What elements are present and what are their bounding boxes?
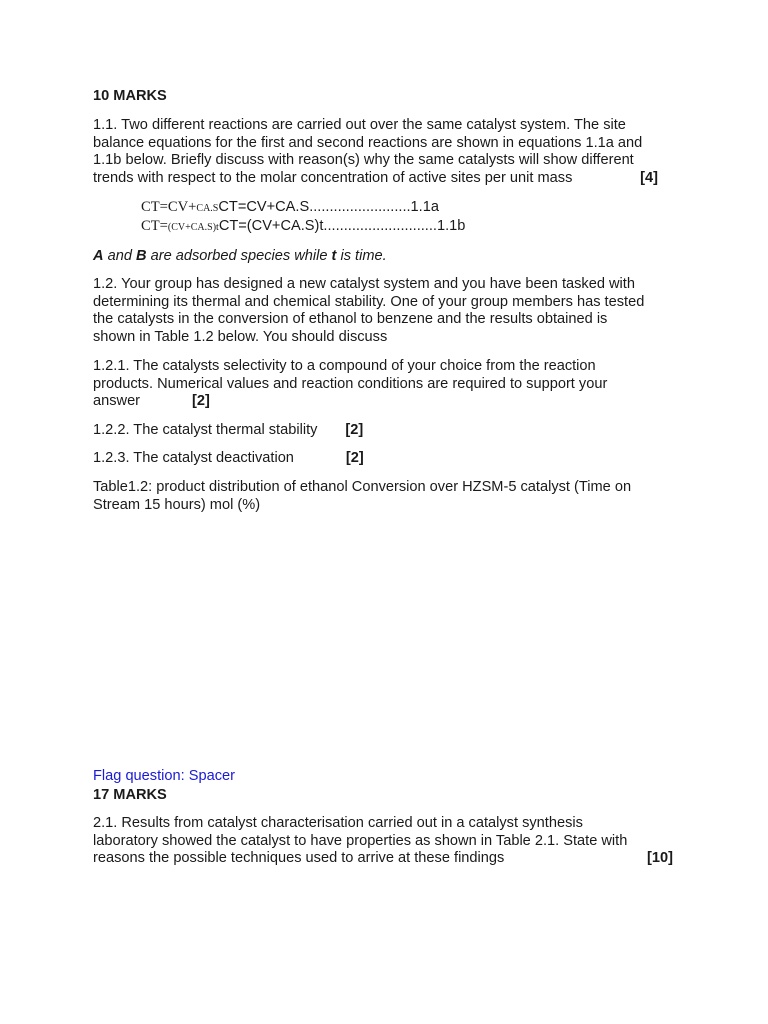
question-1-1-line: 1.1b below. Briefly discuss with reason(s) why the same catalysts will show different (93, 152, 634, 168)
question-1-1-last-row (93, 170, 658, 188)
section-2-marks-heading: 17 MARKS (93, 787, 167, 803)
equation-1-1a (141, 199, 439, 218)
equation-text: CT=(CV+CA.S)t............................1.1b (218, 218, 466, 234)
question-1-2-2-text: 1.2.2. The catalyst thermal stability (93, 422, 318, 438)
equation-cas: CA.S (196, 203, 219, 214)
question-1-2-1-line: products. Numerical values and reaction conditions are required to support your (93, 375, 608, 392)
question-1-2-2-mark: [2] (345, 422, 364, 438)
note-b: B (136, 248, 147, 264)
question-1-2-2 (93, 422, 363, 440)
adsorbed-species-note (93, 248, 387, 266)
question-1-2-1-line: 1.2.1. The catalysts selectivity to a compound of your choice from the reaction (93, 358, 596, 374)
question-1-2-line: the catalysts in the conversion of ethanol to benzene and the results obtained is (93, 311, 608, 327)
question-2-1-line: 2.1. Results from catalyst characterisation carried out in a catalyst synthesis (93, 815, 583, 831)
question-1-2-3 (93, 450, 364, 468)
table-1-2-caption (93, 479, 678, 514)
question-1-2 (93, 276, 678, 346)
question-1-1 (93, 117, 678, 187)
equation-1-1b (141, 218, 465, 237)
question-1-2-1-mark: [2] (192, 393, 210, 409)
equation-ct: CT= (141, 199, 168, 215)
equation-paren: (CV+CA.S)t (167, 222, 219, 233)
question-1-2-3-text: 1.2.3. The catalyst deactivation (93, 450, 294, 466)
question-1-2-1-last-row (93, 393, 678, 411)
section-1-marks-heading: 10 MARKS (93, 88, 167, 104)
question-2-1-last-row (93, 850, 673, 868)
question-1-1-line: 1.1. Two different reactions are carried out over the same catalyst system. The site (93, 117, 626, 133)
note-t: t (331, 248, 337, 264)
question-1-1-mark: [4] (640, 169, 658, 186)
question-2-1-line: laboratory showed the catalyst to have properties as shown in Table 2.1. State with (93, 832, 628, 849)
question-1-2-line: shown in Table 1.2 below. You should discuss (93, 328, 388, 345)
question-1-1-line: trends with respect to the molar concentration of active sites per unit mass (93, 169, 573, 186)
question-1-2-1-line: answer (93, 393, 141, 409)
table-caption-line: Table1.2: product distribution of ethanol Conversion over HZSM-5 catalyst (Time on (93, 479, 632, 495)
question-2-1-line: reasons the possible techniques used to arrive at these findings (93, 850, 505, 866)
equation-text: CT=CV+CA.S.........................1.1a (218, 199, 439, 215)
question-1-2-line: determining its thermal and chemical stability. One of your group members has tested (93, 293, 645, 310)
question-2-1 (93, 815, 678, 868)
equation-cv: CV+ (167, 199, 197, 215)
equation-ct: CT= (141, 218, 168, 234)
flag-question-link[interactable]: Flag question: Spacer (93, 768, 235, 784)
note-a: A (93, 248, 104, 264)
note-mid: are adsorbed species while (146, 248, 332, 264)
note-and: and (103, 248, 137, 264)
note-end: is time. (336, 248, 387, 264)
table-caption-line: Stream 15 hours) mol (%) (93, 496, 261, 513)
question-2-1-mark: [10] (647, 850, 673, 866)
question-1-2-1 (93, 358, 678, 411)
question-1-2-3-mark: [2] (345, 450, 364, 466)
question-1-2-line: 1.2. Your group has designed a new catalyst system and you have been tasked with (93, 276, 635, 292)
question-1-1-line: balance equations for the first and second reactions are shown in equations 1.1a and (93, 134, 643, 151)
